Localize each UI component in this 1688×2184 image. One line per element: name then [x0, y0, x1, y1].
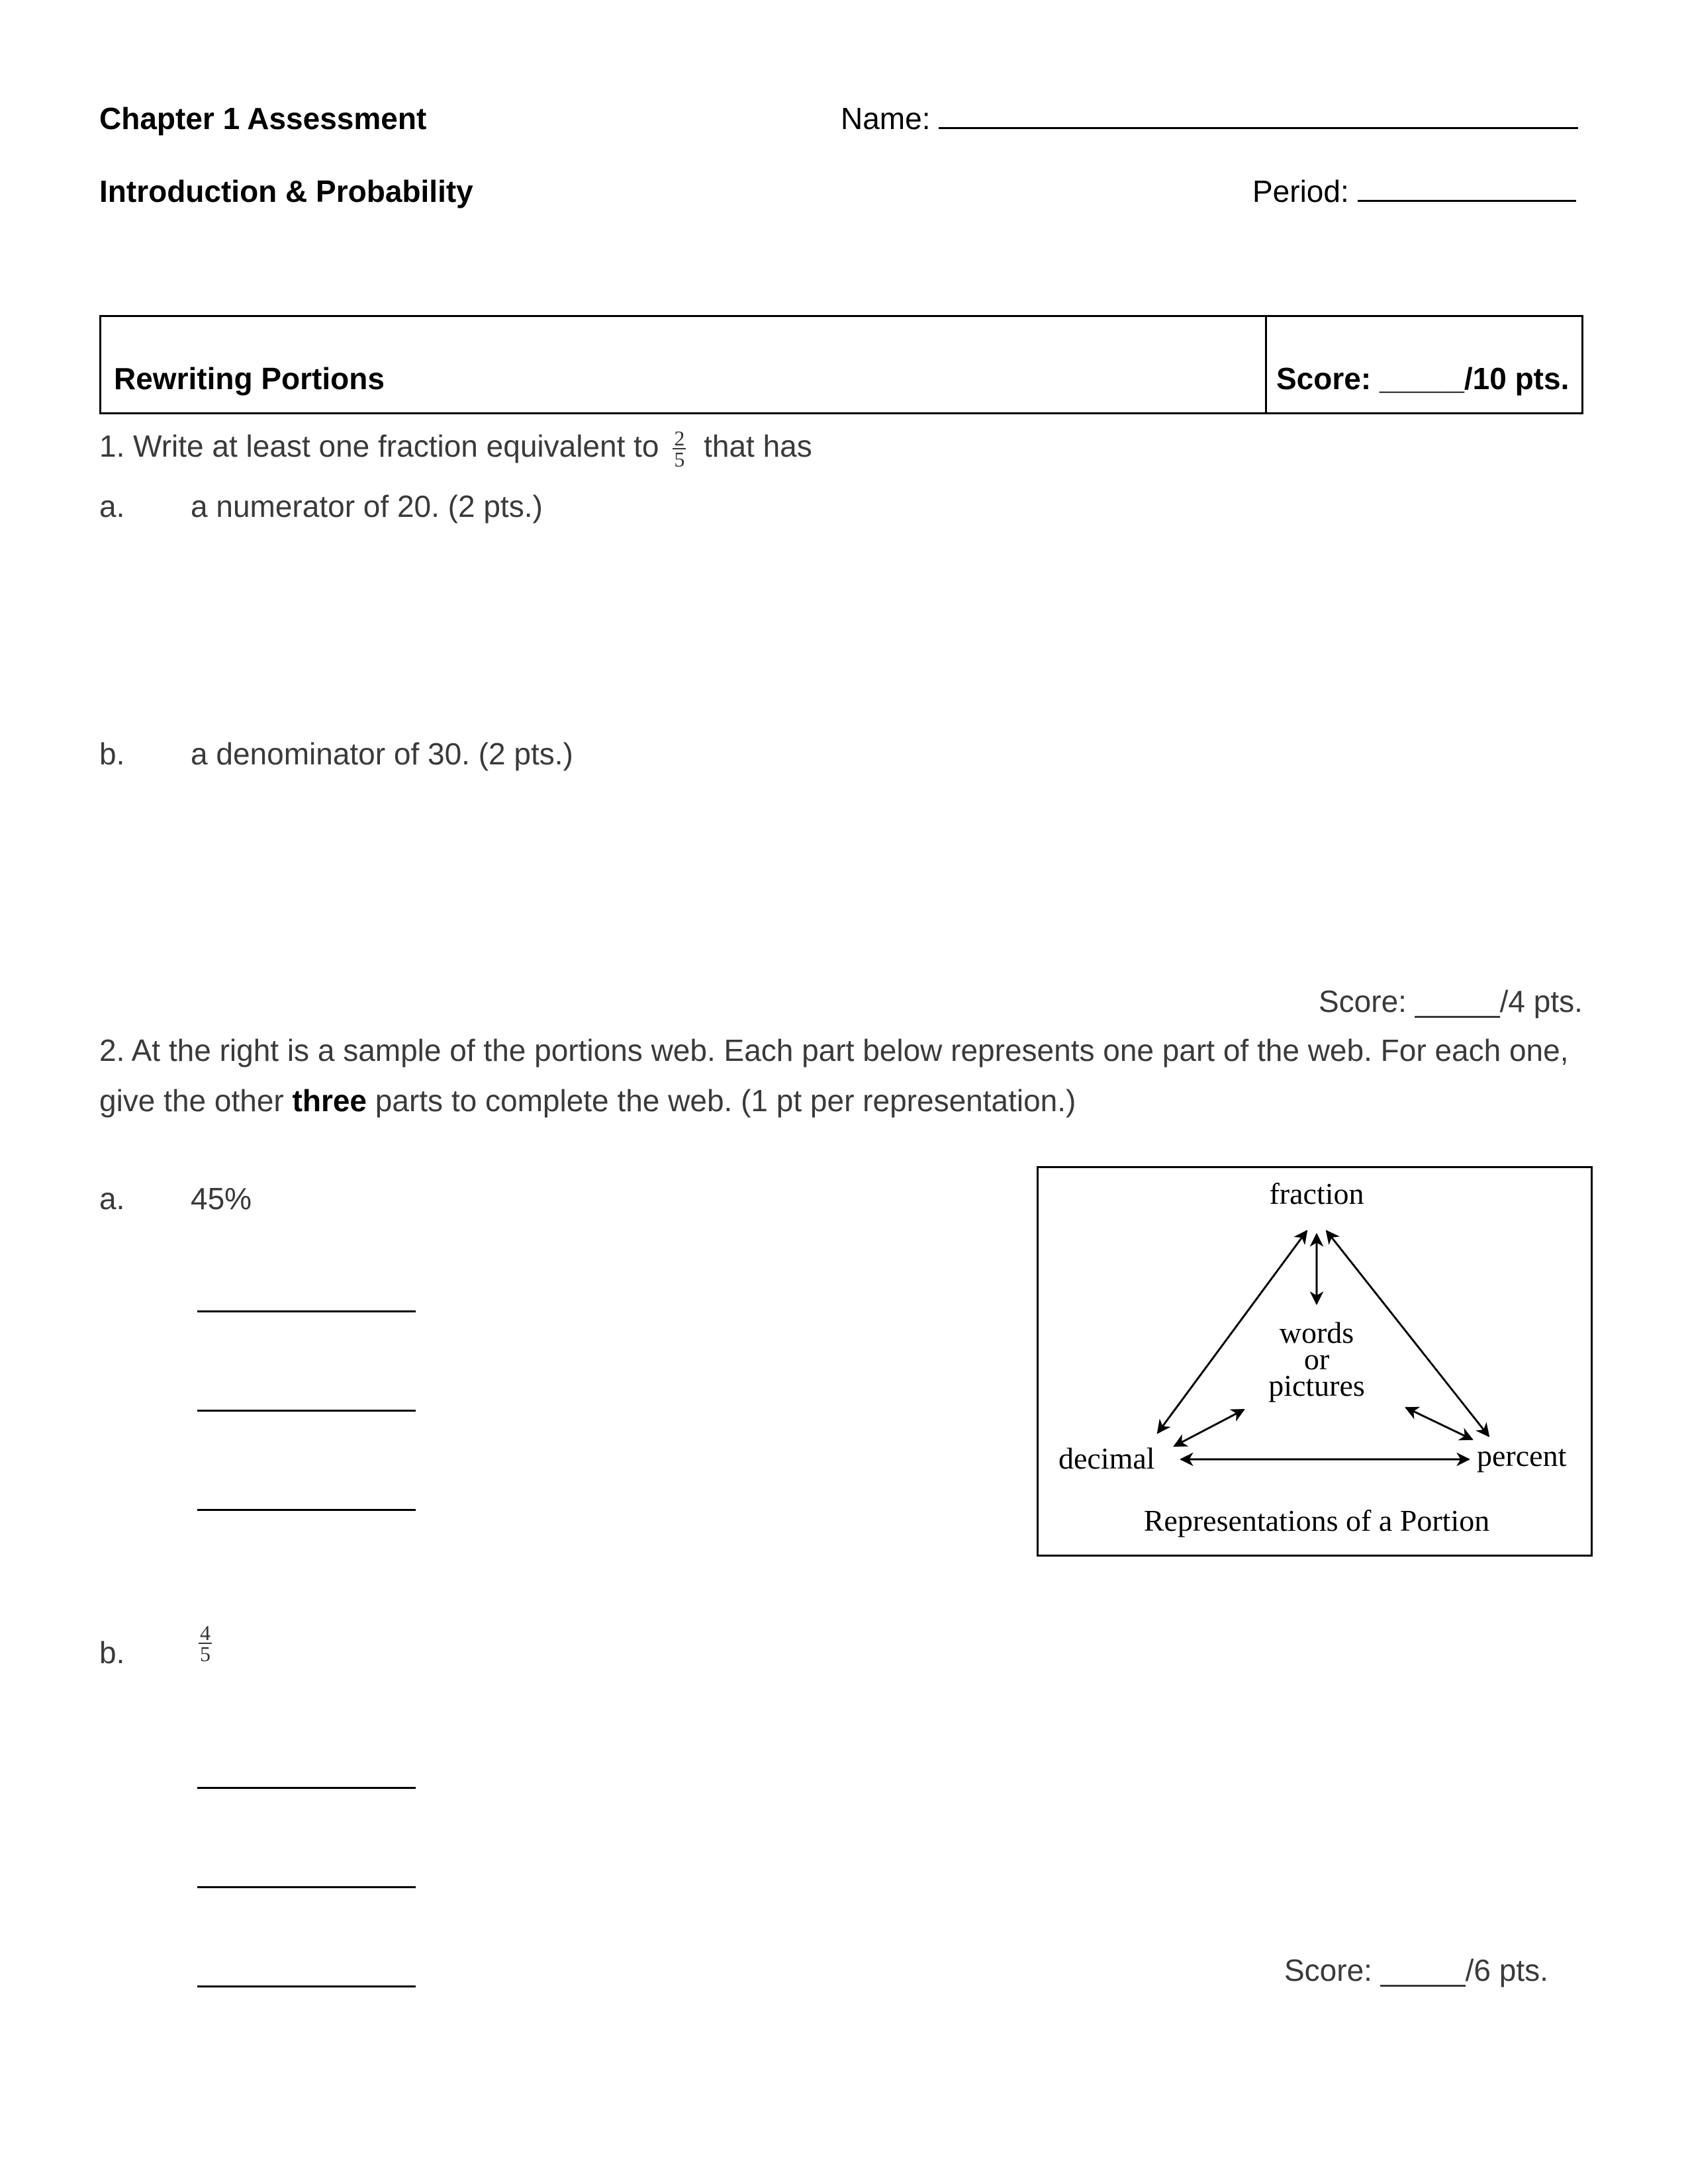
- q1-fraction-numerator: 2: [674, 426, 685, 450]
- q2b-fraction-numerator: 4: [200, 1621, 211, 1645]
- q1a-text: a numerator of 20. (2 pts.): [191, 489, 543, 523]
- web-label-words: words: [1279, 1316, 1354, 1349]
- web-label-decimal: decimal: [1058, 1441, 1155, 1475]
- section-score[interactable]: Score: _____/10 pts.: [1276, 361, 1570, 396]
- q2b-answer-line-1[interactable]: [197, 1787, 416, 1789]
- q2b-label: b.: [99, 1635, 125, 1670]
- q2-prompt-line2: [99, 1083, 1076, 1118]
- period-field[interactable]: [1252, 173, 1576, 209]
- web-label-percent: percent: [1477, 1439, 1567, 1473]
- q2-line2-bold: three: [292, 1083, 367, 1118]
- q2-prompt-line1: 2. At the right is a sample of the portions web. Each part below represents one part of the web. For each one,: [99, 1033, 1569, 1068]
- web-label-or: or: [1303, 1342, 1330, 1376]
- q2b-fraction: [199, 1623, 212, 1664]
- web-label-pictures: pictures: [1268, 1369, 1365, 1402]
- arrow-percent-words: [1406, 1408, 1472, 1439]
- q2a-value: 45%: [191, 1181, 252, 1216]
- q1-fraction-denominator: 5: [674, 447, 685, 471]
- period-label: Period:: [1252, 174, 1349, 208]
- q2-line2-start: give the other: [99, 1083, 284, 1118]
- web-caption: Representations of a Portion: [1143, 1504, 1490, 1537]
- subtitle: Introduction & Probability: [99, 174, 473, 208]
- q1-prompt-start: 1. Write at least one fraction equivalent to: [99, 429, 659, 463]
- q2a-answer-line-1[interactable]: [197, 1310, 416, 1312]
- name-blank[interactable]: [939, 101, 1578, 129]
- q2b-fraction-inner: [199, 1623, 212, 1664]
- q2a-answer-line-3[interactable]: [197, 1509, 416, 1511]
- name-field[interactable]: [841, 101, 1578, 136]
- q2b-fraction-denominator: 5: [200, 1642, 211, 1666]
- q1-score[interactable]: Score: _____/4 pts.: [1319, 984, 1583, 1019]
- q2a-answer-line-2[interactable]: [197, 1410, 416, 1412]
- arrow-decimal-words: [1174, 1410, 1244, 1446]
- q2b-answer-line-2[interactable]: [197, 1886, 416, 1888]
- q2-score[interactable]: Score: _____/6 pts.: [1284, 1953, 1548, 1987]
- section-title: Rewriting Portions: [114, 361, 385, 396]
- q1-prompt-end: that has: [704, 429, 812, 463]
- chapter-title: Chapter 1 Assessment: [99, 101, 427, 136]
- q2a-label: a.: [99, 1181, 125, 1216]
- web-label-fraction: fraction: [1269, 1177, 1364, 1210]
- portions-web-diagram: [1037, 1166, 1593, 1557]
- q1a-label: a.: [99, 489, 125, 523]
- q1b-label: b.: [99, 737, 125, 771]
- q2-line2-end: parts to complete the web. (1 pt per representation.): [375, 1083, 1076, 1118]
- q1-fraction: [673, 428, 686, 469]
- q1b-text: a denominator of 30. (2 pts.): [191, 737, 573, 771]
- q2b-answer-line-3[interactable]: [197, 1985, 416, 1987]
- period-blank[interactable]: [1358, 173, 1576, 202]
- section-divider: [1265, 317, 1267, 412]
- q1-prompt: [99, 421, 812, 471]
- name-label: Name:: [841, 101, 931, 136]
